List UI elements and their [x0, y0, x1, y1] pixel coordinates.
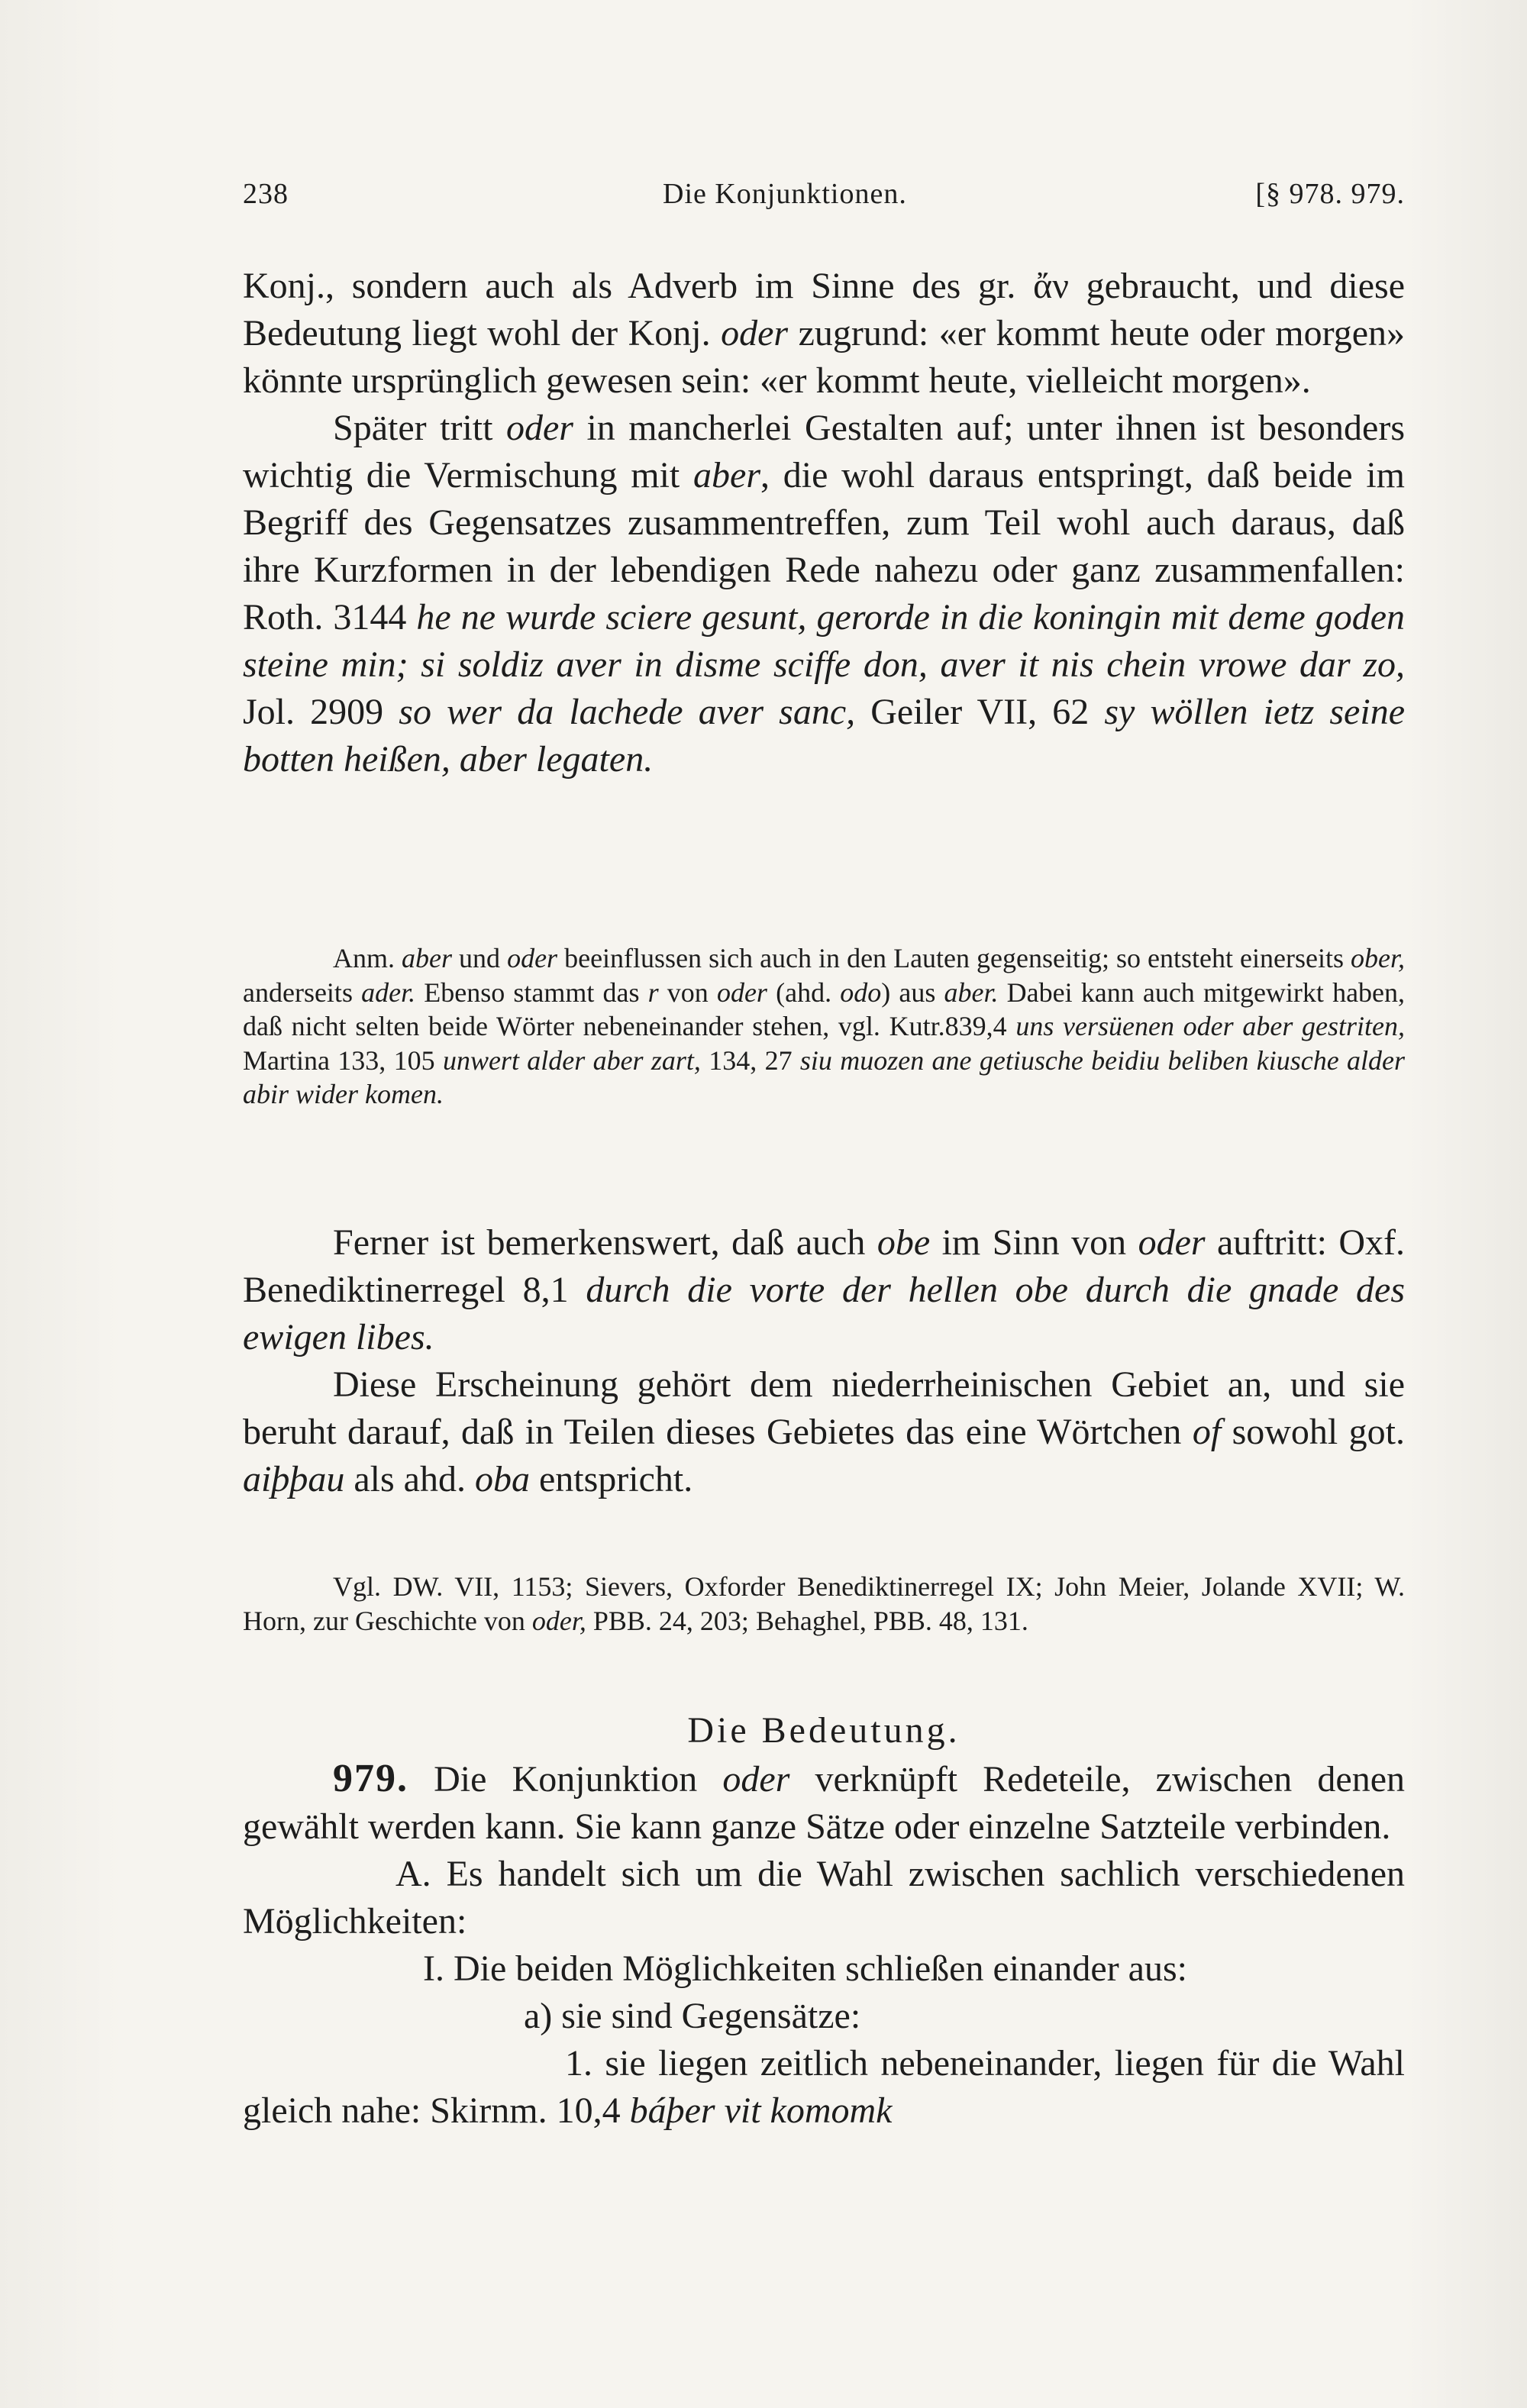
- paragraph-obe: Ferner ist bemerkenswert, daß auch obe im Sinn von oder auftritt: Oxf. Benediktinerregel 8,1 durch die vorte der hellen obe durch die gnade des ewigen libes.: [243, 1222, 1406, 1357]
- section-reference: [§ 978. 979.: [1255, 178, 1405, 210]
- paragraph-niederrhein: Diese Erscheinung gehört dem niederrheinischen Gebiet an, und sie beruht darauf, daß in Teilen dieses Gebietes das eine Wörtchen of sowohl got. aiþþau als ahd. oba entspricht.: [243, 1364, 1405, 1499]
- main-text-block-1: [243, 263, 1405, 783]
- note-paragraph: Anm. aber und oder beeinflussen sich auch in den Lauten gegenseitig; so entsteht einerseits ober, anderseits ader. Ebenso stammt das r von oder (ahd. odo) aus aber. Dabei kann auch mitgewirkt haben, daß nicht selten beide Wörter nebeneinander stehen, vgl. Kutr.839,4 uns versüenen oder aber gestriten, Martina 133, 105 unwert alder aber zart, 134, 27 siu muozen ane getiusche beidiu beliben kiusche alder abir wider komen.: [243, 943, 1406, 1109]
- running-header: [243, 177, 1405, 211]
- main-text-block-3: [243, 1755, 1405, 2135]
- paragraph-979: 979. Die Konjunktion oder verknüpft Redeteile, zwischen denen gewählt werden kann. Sie kann ganze Sätze oder einzelne Satzteile verbinden.: [243, 1757, 1405, 1847]
- item-1: 1. sie liegen zeitlich nebeneinander, liegen für die Wahl gleich nahe: Skirnm. 10,4 báþer vit komomk: [243, 2043, 1405, 2131]
- running-title: Die Konjunktionen.: [663, 178, 907, 210]
- references-paragraph: Vgl. DW. VII, 1153; Sievers, Oxforder Benediktinerregel IX; John Meier, Jolande XVII; W. Horn, zur Geschichte von oder, PBB. 24, 203; Behaghel, PBB. 48, 131.: [243, 1571, 1405, 1636]
- references-vgl: [243, 1570, 1405, 1638]
- item-A: A. Es handelt sich um die Wahl zwischen sachlich verschiedenen Möglichkeiten:: [243, 1854, 1405, 1942]
- section-number-979: 979.: [333, 1757, 408, 1800]
- page-number: 238: [243, 178, 289, 210]
- item-a: a) sie sind Gegensätze:: [524, 1996, 861, 2036]
- main-text-block-2: [243, 1219, 1405, 1503]
- paragraph-continuation: Konj., sondern auch als Adverb im Sinne des gr. ἄν gebraucht, und diese Bedeutung liegt wohl der Konj. oder zugrund: «er kommt heute oder morgen» könnte ursprünglich gewesen sein: «er kommt heute, vielleicht morgen».: [243, 266, 1405, 401]
- note-anm: [243, 941, 1405, 1112]
- section-heading: Die Bedeutung.: [687, 1710, 960, 1751]
- paragraph-later-forms: Später tritt oder in mancherlei Gestalten auf; unter ihnen ist besonders wichtig die Vermischung mit aber, die wohl daraus entspringt, daß beide im Begriff des Gegensatzes zusammentreffen, zum Teil wohl auch daraus, daß ihre Kurzformen in der lebendigen Rede nahezu oder ganz zusammenfallen: Roth. 3144 he ne wurde sciere gesunt, gerorde in die koningin mit deme goden steine min; si soldiz aver in disme sciffe don, aver it nis chein vrowe dar zo, Jol. 2909 so wer da lachede aver sanc, Geiler VII, 62 sy wöllen ietz seine botten heißen, aber legaten.: [243, 408, 1406, 780]
- item-I: I. Die beiden Möglichkeiten schließen einander aus:: [423, 1948, 1187, 1989]
